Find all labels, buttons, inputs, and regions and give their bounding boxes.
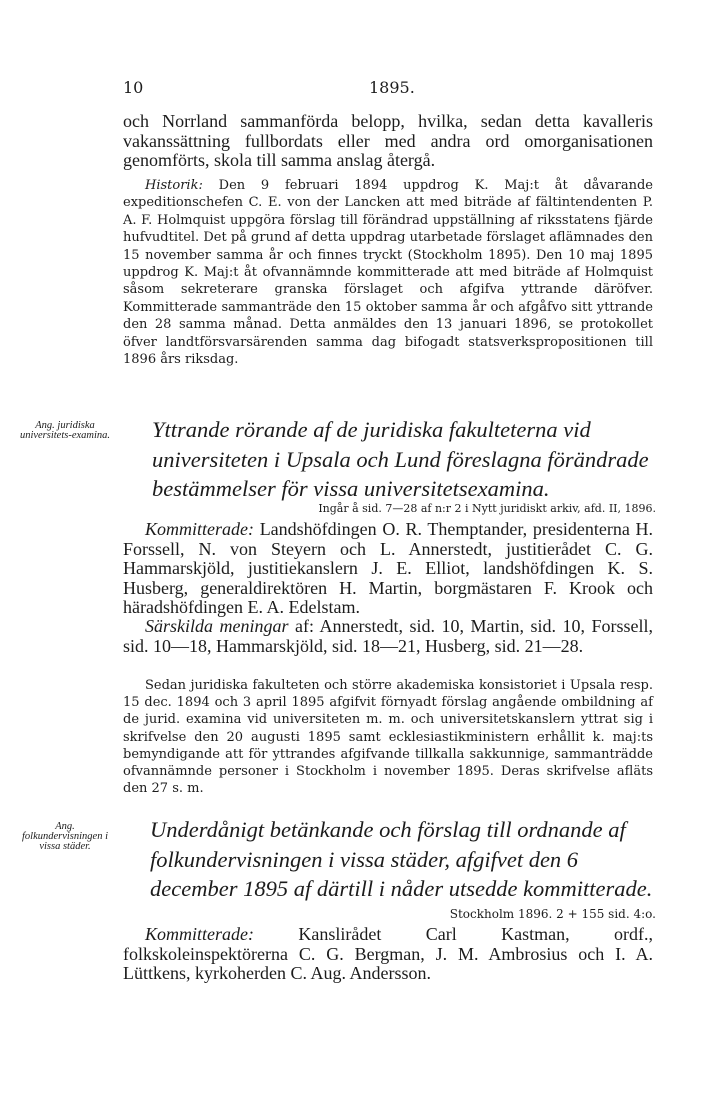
section-title-juridiska: Yttrande rörande af de juridiska fakulteterna vid universiteten i Upsala och Lund föreslagna förändrade bestämmelser för vissa universitetsexamina.	[152, 417, 649, 501]
intro-text: och Norrland sammanförda belopp, hvilka, sedan detta kavalleris vakanssättning fullbordats eller med andra ord omorganisationen genomförts, skola till samma anslag återgå.	[123, 111, 653, 170]
publication-reference-folkundervisning: Stockholm 1896. 2 + 155 sid. 4:o.	[449, 907, 656, 921]
section-title-folkundervisning: Underdånigt betänkande och förslag till ordnande af folkundervisningen i vissa städer, afgifvet den 6 december 1895 af därtill i nåder utsedde kommitterade.	[150, 817, 653, 901]
opinions-paragraph	[123, 617, 653, 656]
committee-label-juridiska: Kommitterade:	[145, 519, 254, 539]
historik-paragraph	[123, 177, 653, 368]
committee-text-juridiska: Landshöfdingen O. R. Themptander, presidenterna H. Forssell, N. von Steyern och L. Annerstedt, justitierådet C. G. Hammarskjöld, justitiekanslern J. E. Elliot, landshöfdingen K. S. Husberg, generaldirektören H. Martin, borgmästaren F. Krook och häradshöfdingen E. A. Edelstam.	[123, 519, 654, 617]
page-number: 10	[123, 78, 144, 97]
running-head-year: 1895.	[369, 78, 415, 97]
intro-paragraph	[123, 112, 653, 171]
opinions-text: af: Annerstedt, sid. 10, Martin, sid. 10, Forssell, sid. 10—18, Hammarskjöld, sid. 18—21, Husberg, sid. 21—28.	[123, 616, 654, 656]
historik-text: Den 9 februari 1894 uppdrog K. Maj:t åt dåvarande expeditionschefen C. E. von der Lancken att med biträde af fältintendenten P. A. F. Holmquist uppgöra förslag till förändrad uppställning af riksstatens fjärde hufvudtitel. Det på grund af detta uppdrag utarbetade förslaget aflämnades den 15 november samma år och finnes tryckt (Stockholm 1895). Den 10 maj 1895 uppdrog K. Maj:t åt ofvannämnde kommitterade att med biträde af Holmquist såsom sekreterare granska förslaget och afgifva yttrande däröfver. Kommitterade sammanträde den 15 oktober samma år och afgåfvo sitt yttrande den 28 samma månad. Detta anmäldes den 13 januari 1896, se protokollet öfver landtförsvarsärenden samma dag bifogadt statsverkspropositionen till 1896 års riksdag.	[123, 178, 653, 368]
committee-text-folkundervisning: Kanslirådet Carl Kastman, ordf., folkskoleinspektörerna C. G. Bergman, J. M. Ambrosius och I. A. Lüttkens, kyrkoherden C. Aug. Andersson.	[123, 924, 654, 983]
committee-paragraph-juridiska	[123, 520, 653, 618]
committee-paragraph-folkundervisning	[123, 925, 653, 984]
juridiska-history-text: Sedan juridiska fakulteten och större akademiska konsistoriet i Upsala resp. 15 dec. 1894 och 3 april 1895 afgifvit förnyadt förslag angående ombildning af de jurid. examina vid universiteten m. m. och universitetskanslern yttrat sig i skrifvelse den 20 augusti 1895 samt ecklesiastikministern erhållit k. maj:ts bemyndigande att för yttrandes afgifvande tillkalla sakkunnige, sammanträdde ofvannämnde personer i Stockholm i november 1895. Deras skrifvelse afläts den 27 s. m.	[123, 678, 653, 797]
margin-note-juridiska: Ang. juridiska universitets-examina.	[19, 420, 111, 441]
historik-label: Historik:	[145, 178, 203, 193]
margin-note-folkundervisning: Ang. folkundervisningen i vissa städer.	[21, 821, 109, 852]
juridiska-history-paragraph	[123, 677, 653, 797]
page-header	[123, 78, 653, 100]
opinions-label: Särskilda meningar	[145, 616, 289, 636]
publication-reference-juridiska: Ingår å sid. 7—28 af n:r 2 i Nytt juridiskt arkiv, afd. II, 1896.	[318, 502, 656, 515]
committee-label-folkundervisning: Kommitterade:	[145, 924, 254, 944]
